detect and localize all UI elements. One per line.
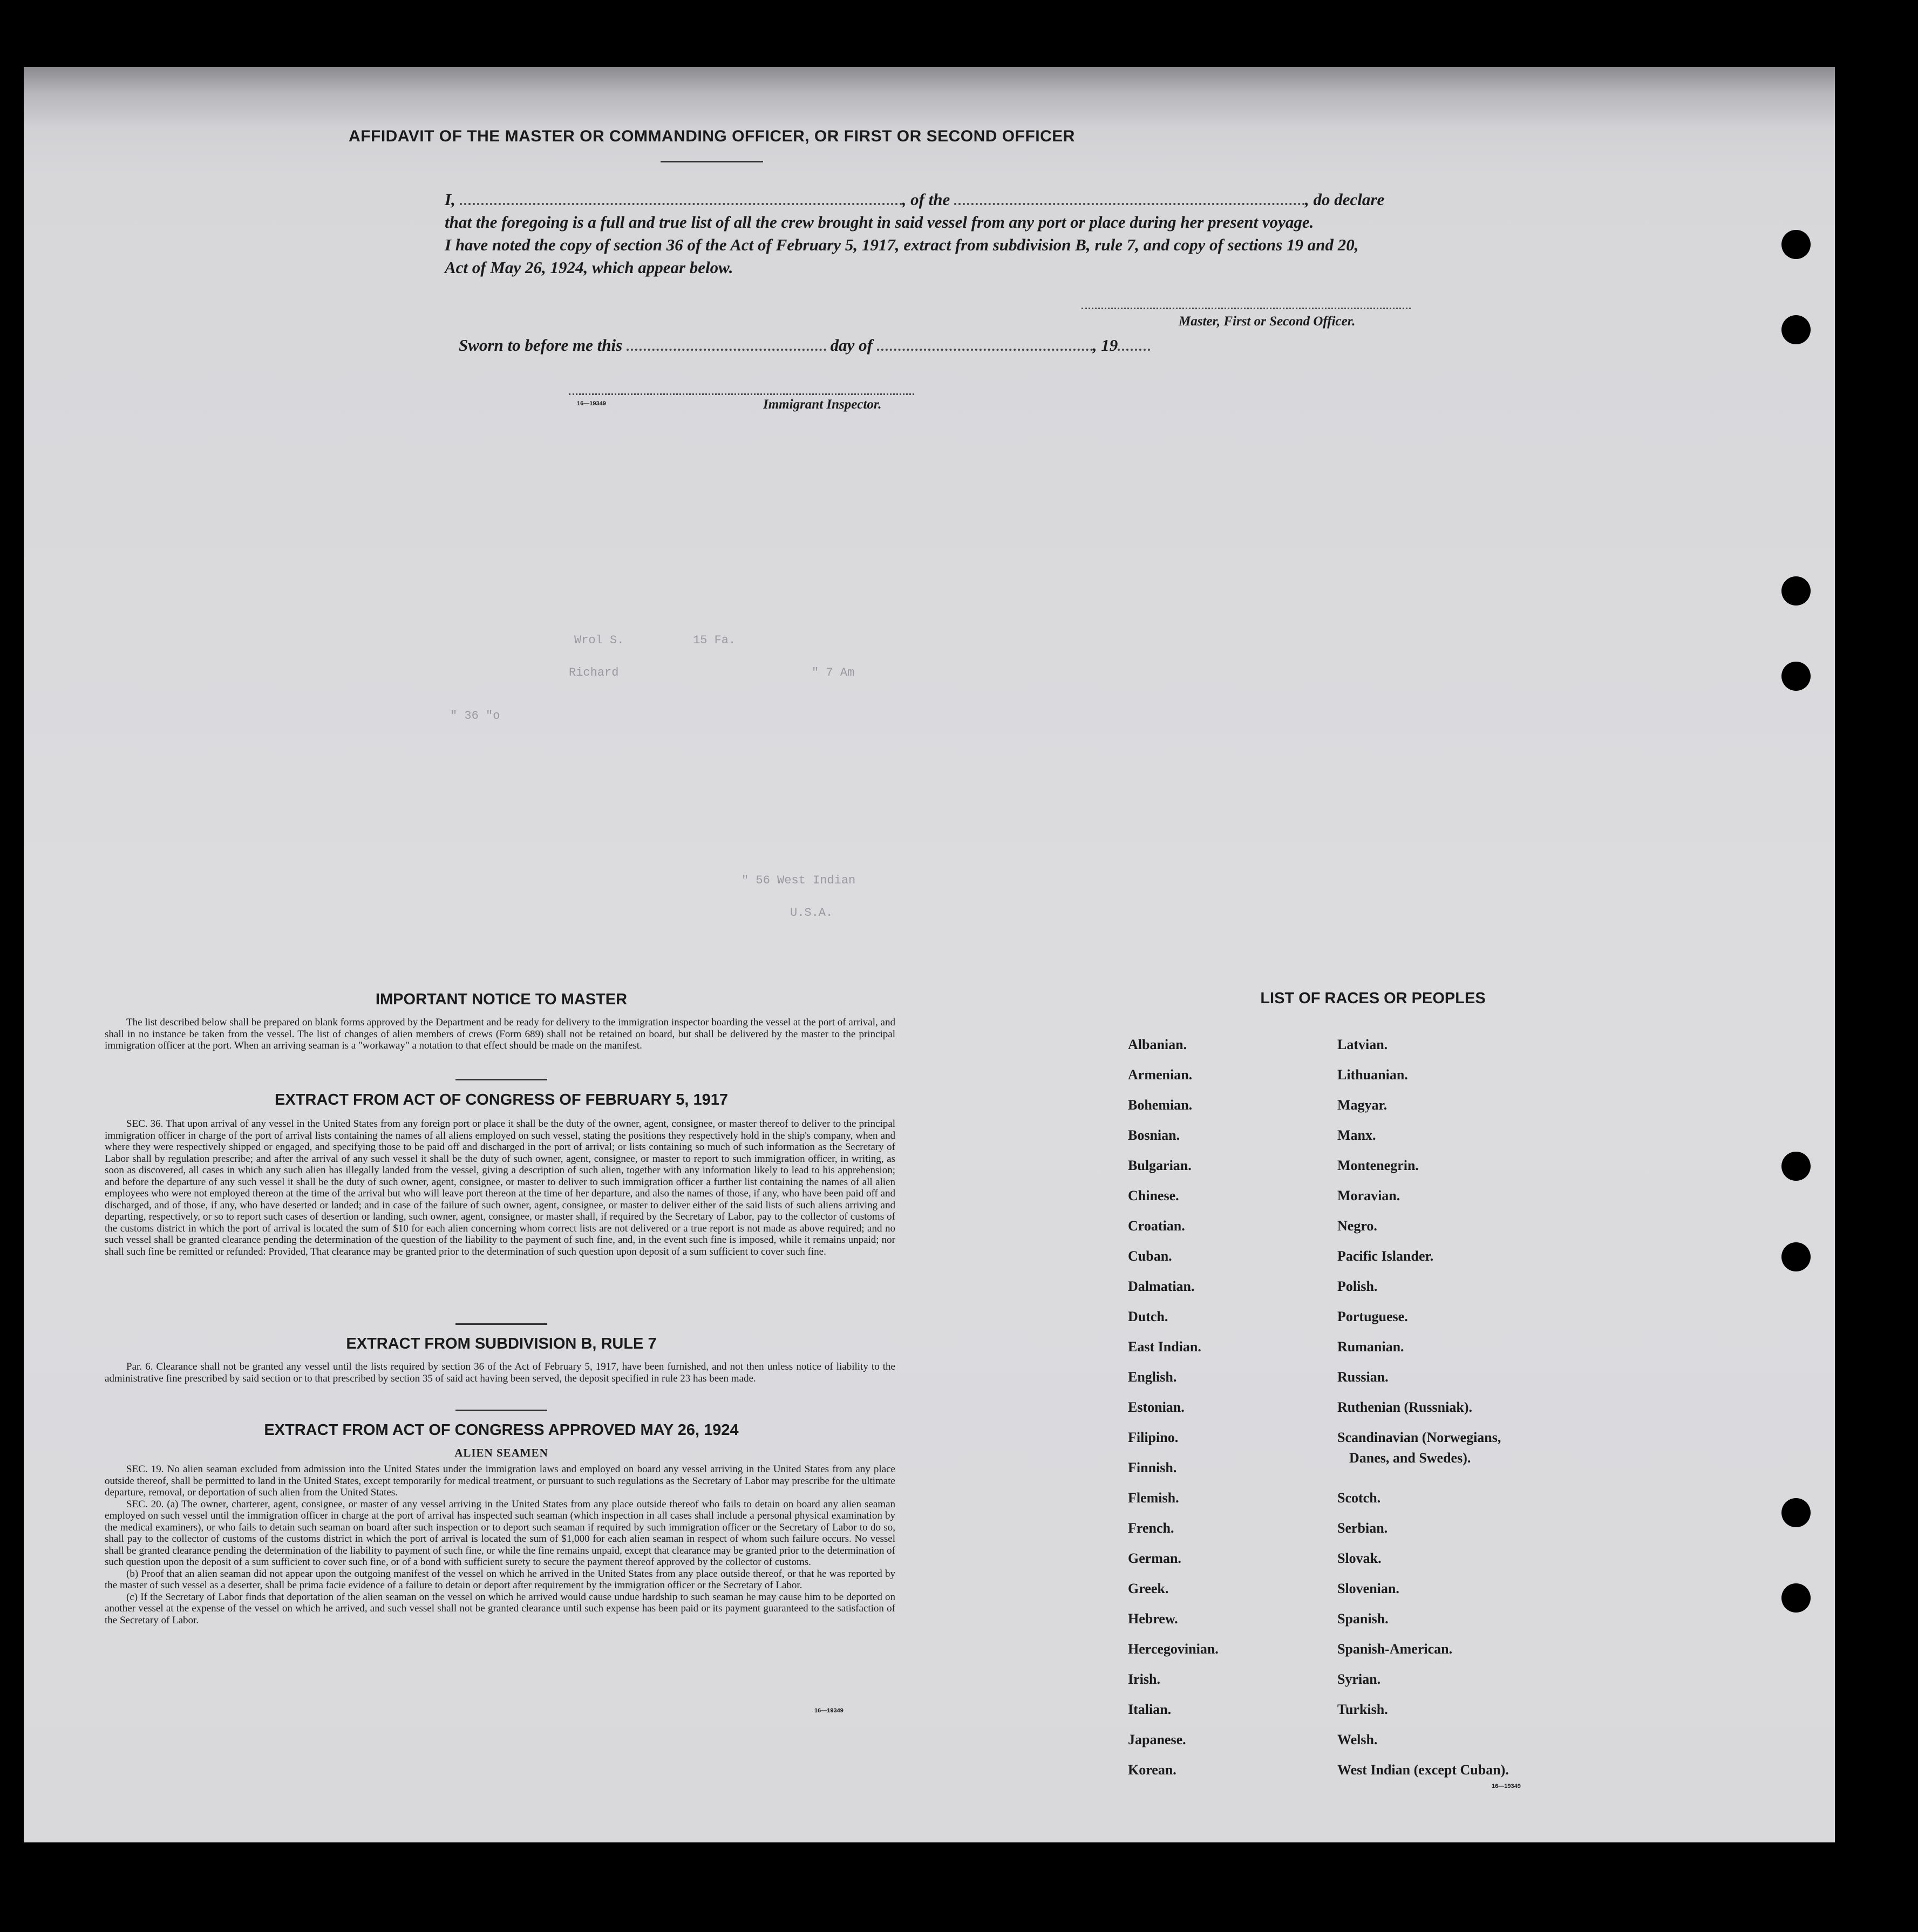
top-edge-smudge (24, 67, 1835, 126)
notices-form-number: 16—19349 (814, 1707, 844, 1714)
do-declare-label: , do declare (1305, 190, 1385, 209)
race-left: East Indian. (1128, 1339, 1201, 1355)
sec-20c-paragraph: (c) If the Secretary of Labor finds that deportation of the alien seaman on the vessel on which he arrived would cause undue hardship to such seaman he may cause him to be deported on another vessel at the expense of the vessel on which he arrived, and such vessel shall not be granted clearance until such expense has been paid or its payment guaranteed to the satisfaction of the Secretary of Labor. (105, 1591, 895, 1626)
day-of-label: day of (830, 336, 873, 355)
signature-line[interactable] (1082, 308, 1411, 309)
sworn-month-field[interactable] (877, 349, 1093, 351)
race-right: Slovak. (1337, 1550, 1382, 1566)
bleed-through-text: " 7 Am (812, 666, 855, 679)
race-right: Scandinavian (Norwegians, (1337, 1430, 1501, 1445)
race-left: Bosnian. (1128, 1127, 1180, 1143)
race-right: West Indian (except Cuban). (1337, 1762, 1509, 1778)
race-left: Finnish. (1128, 1460, 1177, 1475)
race-left: Hercegovinian. (1128, 1641, 1219, 1657)
race-right: Slovenian. (1337, 1581, 1399, 1596)
race-right: Pacific Islander. (1337, 1248, 1434, 1264)
race-left: Bulgarian. (1128, 1158, 1192, 1173)
punch-hole (1781, 1583, 1811, 1613)
race-right: Negro. (1337, 1218, 1377, 1234)
divider (455, 1410, 547, 1411)
race-right: Moravian. (1337, 1188, 1400, 1203)
notice-title: IMPORTANT NOTICE TO MASTER (375, 991, 628, 1008)
race-left: Bohemian. (1128, 1097, 1193, 1113)
declaration-line-1 (445, 190, 1384, 209)
races-title: LIST OF RACES OR PEOPLES (1260, 990, 1486, 1007)
signature-label: Master, First or Second Officer. (1179, 314, 1356, 329)
sworn-year-field[interactable] (1118, 349, 1150, 351)
race-left: Estonian. (1128, 1399, 1185, 1415)
race-right: Lithuanian. (1337, 1067, 1408, 1083)
race-left: Korean. (1128, 1762, 1176, 1778)
rule-7-title: EXTRACT FROM SUBDIVISION B, RULE 7 (346, 1335, 657, 1352)
race-right: Russian. (1337, 1369, 1389, 1385)
race-left: German. (1128, 1550, 1181, 1566)
sec-20b-paragraph: (b) Proof that an alien seaman did not appear upon the outgoing manifest of the vessel on which he arrived in the United States from any place outside thereof, or that he was reported by the master of such vessel as a deserter, shall be prima facie evidence of a failure to detain or deport after requirement by the immigration officer or the Secretary of Labor. (105, 1568, 895, 1591)
bleed-through-text: " 56 West Indian (742, 874, 856, 887)
race-right: Latvian. (1337, 1037, 1388, 1052)
race-right: Scotch. (1337, 1490, 1381, 1506)
divider (455, 1079, 547, 1080)
race-right: Polish. (1337, 1278, 1378, 1294)
race-right: Portuguese. (1337, 1309, 1408, 1324)
inspector-label: Immigrant Inspector. (763, 397, 882, 412)
race-right: Ruthenian (Russniak). (1337, 1399, 1472, 1415)
affidavit-title: AFFIDAVIT OF THE MASTER OR COMMANDING OFFICER, OR FIRST OR SECOND OFFICER (349, 127, 1075, 145)
punch-hole (1781, 1152, 1811, 1181)
race-left: Dutch. (1128, 1309, 1168, 1324)
divider (455, 1323, 547, 1325)
title-underline (661, 161, 763, 162)
rule-7-text (105, 1361, 895, 1384)
alien-seamen-heading: ALIEN SEAMEN (454, 1446, 548, 1459)
race-right: Manx. (1337, 1127, 1376, 1143)
act-1924-text (105, 1464, 895, 1626)
race-left: Armenian. (1128, 1067, 1193, 1083)
bleed-through-text: Wrol S. (574, 634, 624, 647)
notice-paragraph: The list described below shall be prepared on blank forms approved by the Department and be ready for delivery to the immigration inspector boarding the vessel at the port of arrival, and shall in no instance be taken from the vessel. The list of changes of alien members of crews (Form 689) shall not be retained on board, but shall be delivered by the master to the principal immigration officer at the port. When an arriving seaman is a "workaway" a notation to that effect should be made on the manifest. (105, 1017, 895, 1051)
declaration-line-3: I have noted the copy of section 36 of the Act of February 5, 1917, extract from subdivision B, rule 7, and copy of sections 19 and 20, (445, 235, 1359, 254)
race-right: Spanish-American. (1337, 1641, 1453, 1657)
race-right: Welsh. (1337, 1732, 1378, 1747)
race-left: Hebrew. (1128, 1611, 1178, 1627)
of-the-label: , of the (902, 190, 950, 209)
sworn-label: Sworn to before me this (459, 336, 623, 355)
race-left: Chinese. (1128, 1188, 1179, 1203)
sec-20a-paragraph: SEC. 20. (a) The owner, charterer, agent, consignee, or master of any vessel arriving in the United States from any place outside thereof who fails to detain on board any alien seaman employed on such vessel until the immigration officer in charge at the port of arrival has inspected such seaman (which inspection in all cases shall include a personal physical examination by the medical examiners), or who fails to detain such seaman on board after such inspection or to deport such seaman if required by such immigration officer or the Secretary of Labor to do so, shall pay to the collector of customs of the customs district in which the port of arrival is located the sum of $1,000 for each alien seaman in respect of whom such failure occurs. No vessel shall be granted clearance pending the determination of the liability to payment of such fine, or while the fine remains unpaid, except that clearance may be granted prior to the determination of such question upon the deposit of a sum sufficient to cover such fine, or of a bond with sufficient surety to secure the payment thereof approved by the collector of customs. (105, 1498, 895, 1568)
race-right: Rumanian. (1337, 1339, 1404, 1355)
punch-hole (1781, 1242, 1811, 1271)
race-left: English. (1128, 1369, 1177, 1385)
bleed-through-text: Richard (569, 666, 619, 679)
punch-hole (1781, 662, 1811, 691)
bleed-through-text: 15 Fa. (693, 634, 736, 647)
affidavit-form-number: 16—19349 (577, 400, 606, 407)
race-right: Syrian. (1337, 1671, 1381, 1687)
sec-36-paragraph: SEC. 36. That upon arrival of any vessel in the United States from any foreign port or place it shall be the duty of the owner, agent, consignee, or master thereof to deliver to the principal immigration officer in charge of the port of arrival lists containing the names of all aliens employed on such vessel, stating the positions they respectively hold in the ship's company, when and where they were respectively shipped or engaged, and specifying those to be paid off and discharged in the port of arrival; or lists containing so much of such information as the Secretary of Labor shall by regulation prescribe; and after the arrival of any such vessel it shall be the duty of such owner, agent, consignee, or master to report to such immigration officer, in writing, as soon as discovered, all cases in which any such alien has illegally landed from the vessel, giving a description of such alien, together with any information likely to lead to his apprehension; and before the departure of any such vessel it shall be the duty of such owner, agent, consignee, or master to deliver to such immigration officer a further list containing the names of all alien employees who were not employed thereon at the time of the arrival but who will leave port thereon at the time of her departure, and also the names of those, if any, who have been paid off and discharged, and of those, if any, who have deserted or landed; and in case of the failure of such owner, agent, consignee, or master to deliver either of the said lists of such aliens arriving and departing, respectively, or so to report such cases of desertion or landing, such owner, agent, consignee, or master shall, if required by the Secretary of Labor, pay to the collector of customs of the customs district in which the port of arrival is located the sum of $10 for each alien concerning whom correct lists are not delivered or a true report is not made as above required; and no such vessel shall be granted clearance pending the determination of the question of the liability to the payment of such fine, and, in the event such fine is imposed, while it remains unpaid; nor shall such fine be remitted or refunded: Provided, That clearance may be granted prior to the determination of such question upon deposit of a sum sufficient to cover such fine. (105, 1118, 895, 1257)
races-form-number: 16—19349 (1492, 1783, 1521, 1790)
bleed-through-text: U.S.A. (790, 906, 833, 920)
race-left: Japanese. (1128, 1732, 1186, 1747)
act-1917-title: EXTRACT FROM ACT OF CONGRESS OF FEBRUARY 5, 1917 (274, 1091, 729, 1108)
punch-hole (1781, 1498, 1811, 1527)
sworn-line (459, 336, 1150, 355)
notice-text (105, 1017, 895, 1052)
declaration-line-4: Act of May 26, 1924, which appear below. (445, 258, 733, 277)
race-left: French. (1128, 1520, 1174, 1536)
declaration-line-2: that the foregoing is a full and true list of all the crew brought in said vessel from any port or place during her present voyage. (445, 213, 1314, 232)
act-1917-text (105, 1118, 895, 1257)
race-left: Italian. (1128, 1702, 1172, 1717)
race-left: Dalmatian. (1128, 1278, 1195, 1294)
race-right: Serbian. (1337, 1520, 1388, 1536)
master-name-field[interactable] (460, 203, 902, 205)
race-left: Irish. (1128, 1671, 1160, 1687)
race-left: Cuban. (1128, 1248, 1172, 1264)
race-left: Croatian. (1128, 1218, 1185, 1234)
race-left: Albanian. (1128, 1037, 1187, 1052)
sworn-day-field[interactable] (627, 349, 826, 351)
race-right: Turkish. (1337, 1702, 1388, 1717)
document-sheet (24, 67, 1835, 1842)
race-right: Spanish. (1337, 1611, 1389, 1627)
vessel-name-field[interactable] (954, 203, 1305, 205)
act-1924-title: EXTRACT FROM ACT OF CONGRESS APPROVED MAY 26, 1924 (264, 1421, 739, 1439)
race-left: Filipino. (1128, 1430, 1179, 1445)
race-left: Greek. (1128, 1581, 1169, 1596)
punch-hole (1781, 230, 1811, 259)
race-right: Montenegrin. (1337, 1158, 1419, 1173)
bleed-through-text: " 36 "o (450, 709, 500, 723)
sec-19-paragraph: SEC. 19. No alien seaman excluded from admission into the United States under the immigration laws and employed on board any vessel arriving in the United States from any place outside thereof, shall be permitted to land in the United States, except temporarily for medical treatment, or pursuant to such regulations as the Secretary of Labor may prescribe for the ultimate departure, removal, or deportation of such alien from the United States. (105, 1464, 895, 1498)
race-left: Flemish. (1128, 1490, 1179, 1506)
i-label: I, (445, 190, 455, 209)
inspector-signature-line[interactable] (569, 393, 914, 395)
par-6-paragraph: Par. 6. Clearance shall not be granted any vessel until the lists required by section 36 of the Act of February 5, 1917, have been furnished, and not then unless notice of liability to the administrative fine prescribed by said section or to that prescribed by section 35 of said act having been served, the deposit specified in rule 23 has been made. (105, 1361, 895, 1384)
punch-hole (1781, 315, 1811, 344)
year-prefix-label: , 19 (1092, 336, 1118, 355)
race-right: Magyar. (1337, 1097, 1388, 1113)
race-right: Danes, and Swedes). (1349, 1450, 1471, 1466)
punch-hole (1781, 576, 1811, 606)
